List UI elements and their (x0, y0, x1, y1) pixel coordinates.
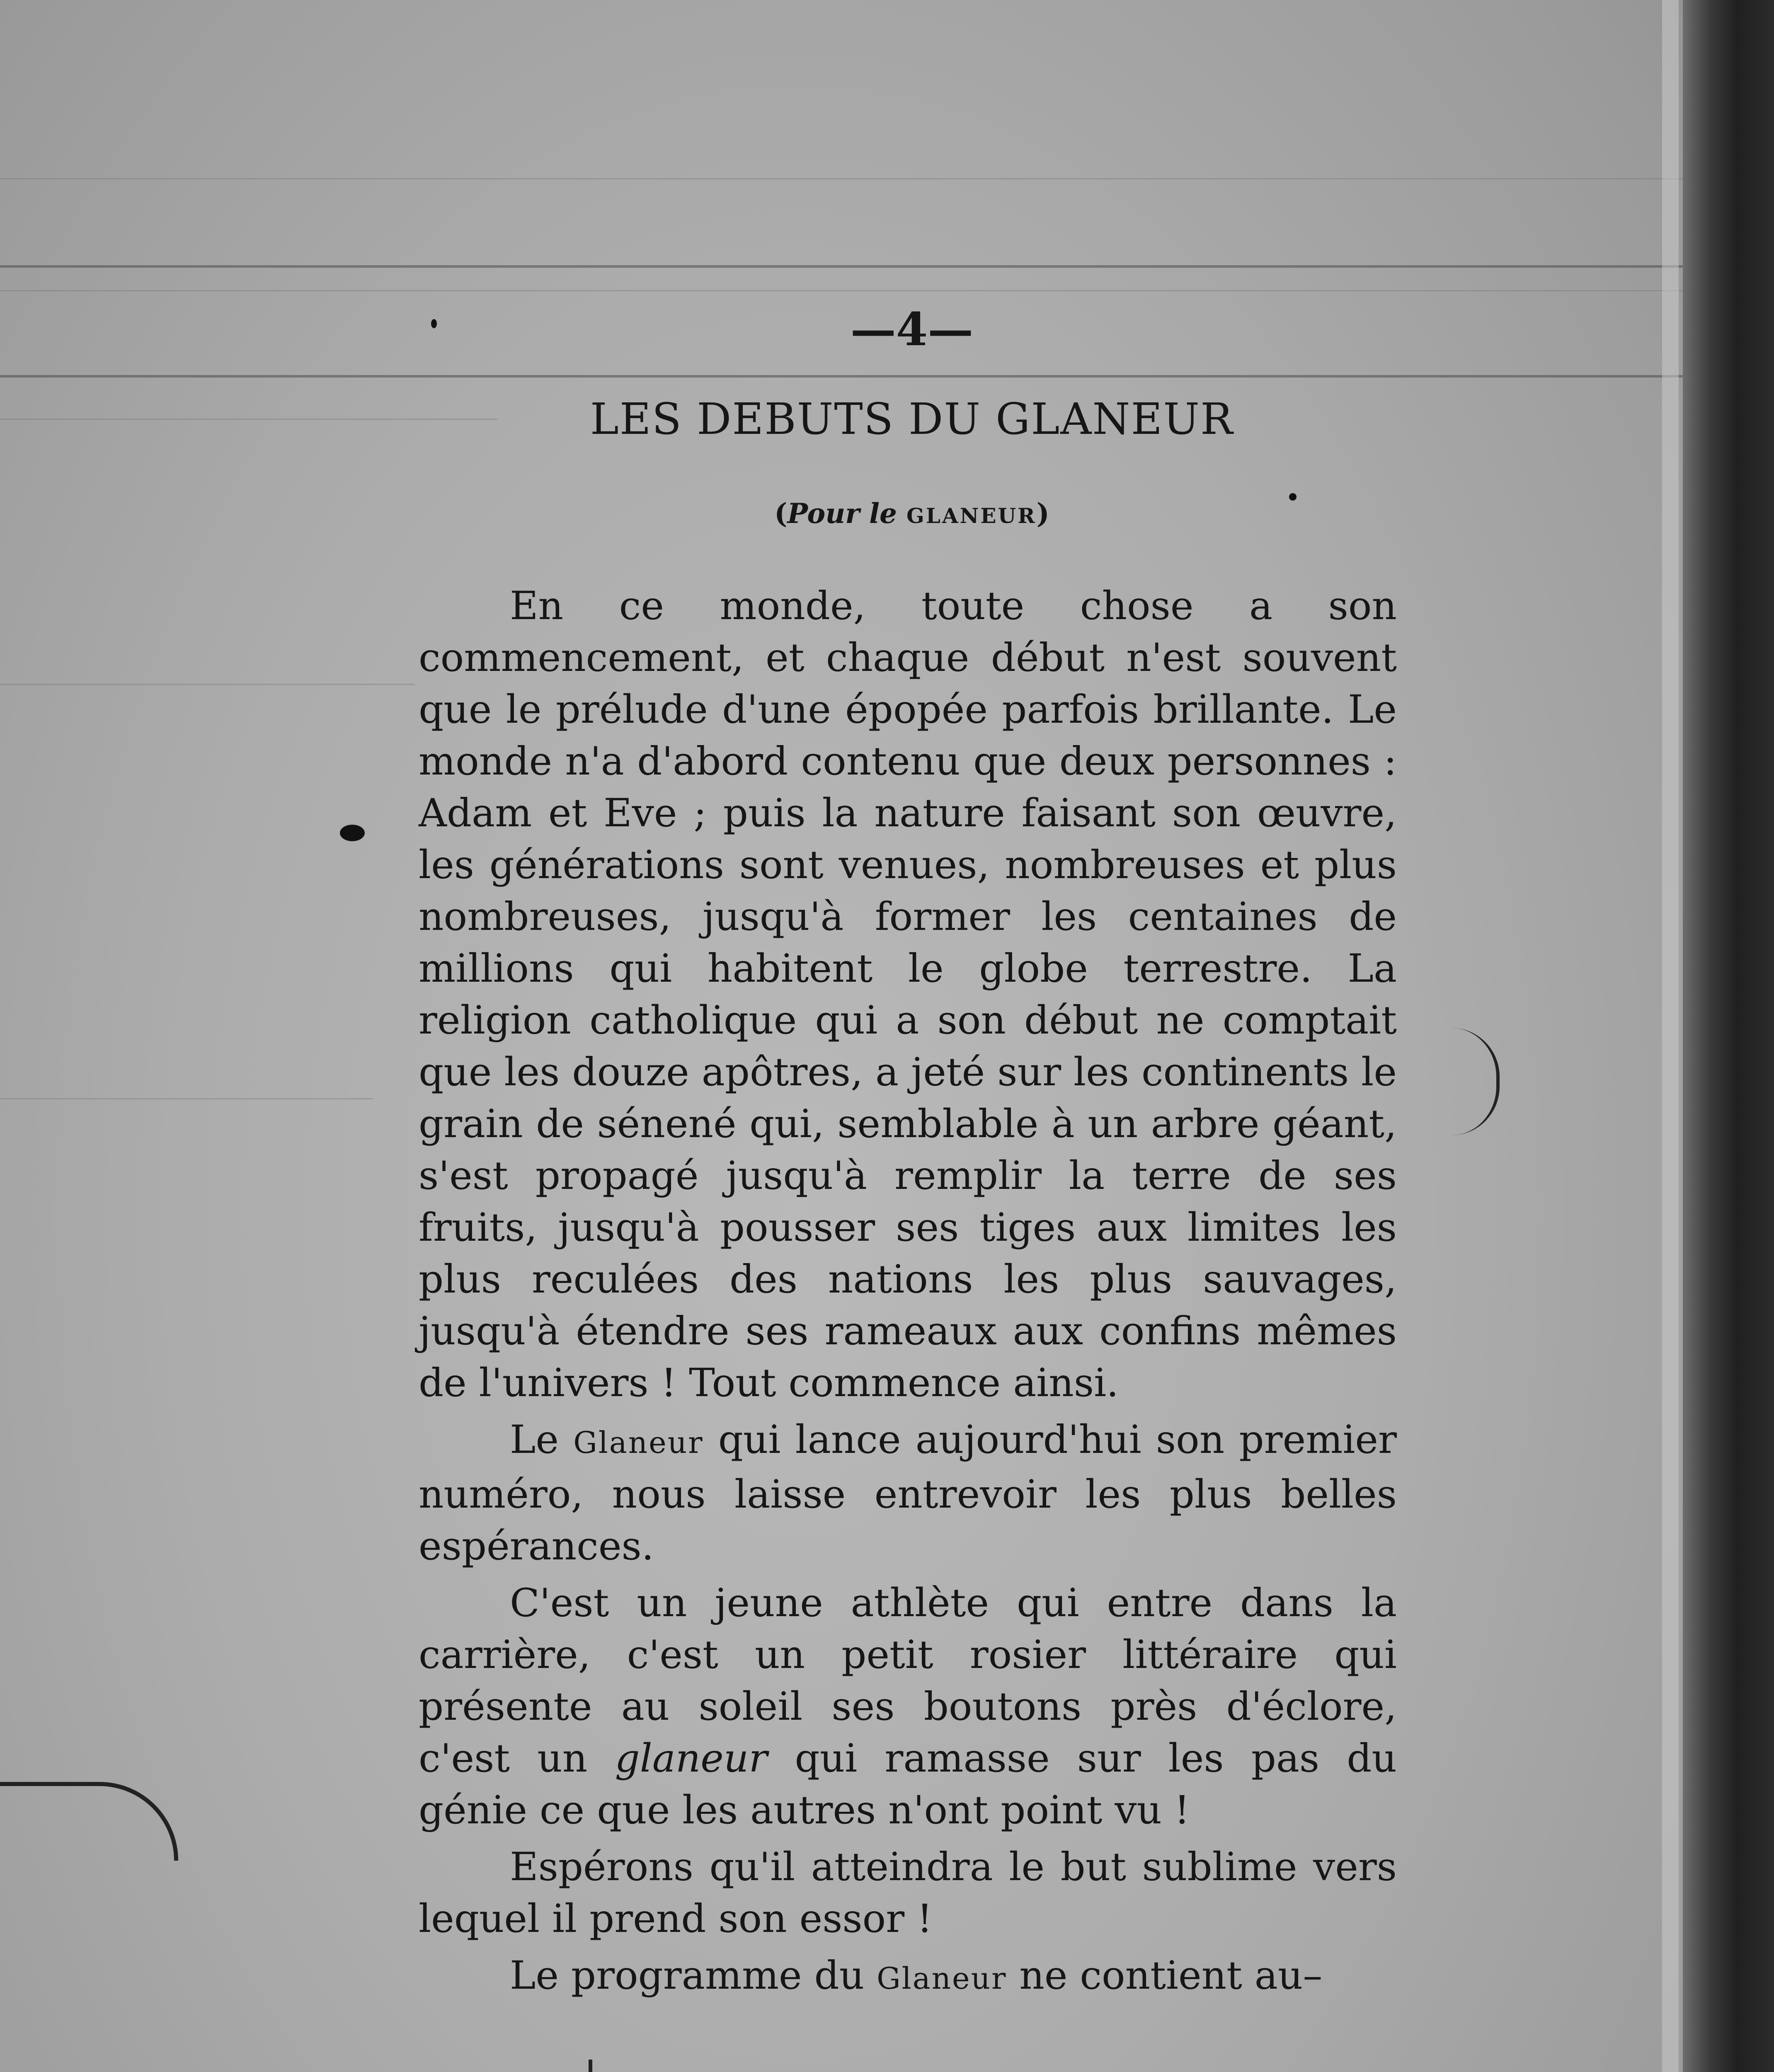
byline-italic-text: Pour le (787, 497, 897, 530)
paragraph-3-italic: glaneur (615, 1736, 768, 1781)
ink-speck (340, 825, 365, 841)
page-fold-highlight (1662, 0, 1679, 2072)
paragraph-2 (419, 1414, 1397, 1572)
paragraph-5-caps: Glaneur (877, 1961, 1007, 1996)
pen-stroke-mark (0, 1782, 178, 1861)
ruled-line (0, 375, 1683, 378)
page-fold-shadow (1683, 0, 1774, 2072)
paragraph-4: Espérons qu'il atteindra le but sublime vers lequel il prend son essor ! (419, 1844, 1397, 1941)
byline-close-paren: ) (1036, 497, 1049, 530)
ink-speck (1289, 493, 1297, 501)
article-title: LES DEBUTS DU GLANEUR (590, 394, 1234, 444)
pen-stroke-mark (589, 2060, 609, 2072)
ruled-line (0, 178, 1683, 179)
paragraph-3-text-start: C'est un jeune athlète qui entre dans la carrière, c'est un petit rosier littéraire qui présente au soleil ses boutons près d'éclore, c'est un (419, 1581, 1397, 1781)
paragraph-1: En ce monde, toute chose a son commencement, et chaque début n'est souvent que le prélude d'une épopée parfois brillante. Le monde n'a d'abord contenu que deux personnes : Adam et Eve ; puis la nature faisant son œuvre, les générations sont venues, nombreuses et plus nombreuses, jusqu'à former les centaines de millions qui habitent le globe terrestre. La religion catholique qui a son début ne comptait que les douze apôtres, a jeté sur les continents le grain de sénené qui, semblable à un arbre géant, s'est propagé jusqu'à remplir la terre de ses fruits, jusqu'à pousser ses tiges aux limites les plus reculées des nations les plus sauvages, jusqu'à étendre ses rameaux aux confins mêmes de l'univers ! Tout commence ainsi. (419, 583, 1397, 1406)
ruled-line (0, 290, 1683, 291)
ink-speck (431, 319, 437, 328)
paragraph-2-caps: Glaneur (573, 1425, 704, 1460)
paragraph-5-text-start: Le programme du (510, 1953, 877, 1998)
paragraph-3 (419, 1577, 1397, 1836)
paragraph-2-text-start: Le (510, 1417, 574, 1462)
pen-stroke-mark (1451, 1028, 1500, 1135)
byline-open-paren: ( (774, 497, 788, 530)
ruled-line (0, 684, 414, 685)
ruled-line (0, 265, 1683, 268)
article-byline (622, 497, 1202, 530)
paragraph-2-text-end: qui lance aujourd'hui son premier numéro, nous laisse entrevoir les plus belles espérances. (419, 1417, 1397, 1569)
article-body (419, 580, 1397, 2009)
paragraph-3-text-end: qui ramasse sur les pas du génie ce que les autres n'ont point vu ! (419, 1736, 1397, 1833)
page-number: —4— (850, 303, 974, 356)
ruled-line (0, 1098, 373, 1099)
paragraph-5-text-end: ne contient au– (1007, 1953, 1323, 1998)
paragraph-5 (419, 1950, 1397, 2004)
byline-caps-text: GLANEUR (906, 503, 1037, 528)
